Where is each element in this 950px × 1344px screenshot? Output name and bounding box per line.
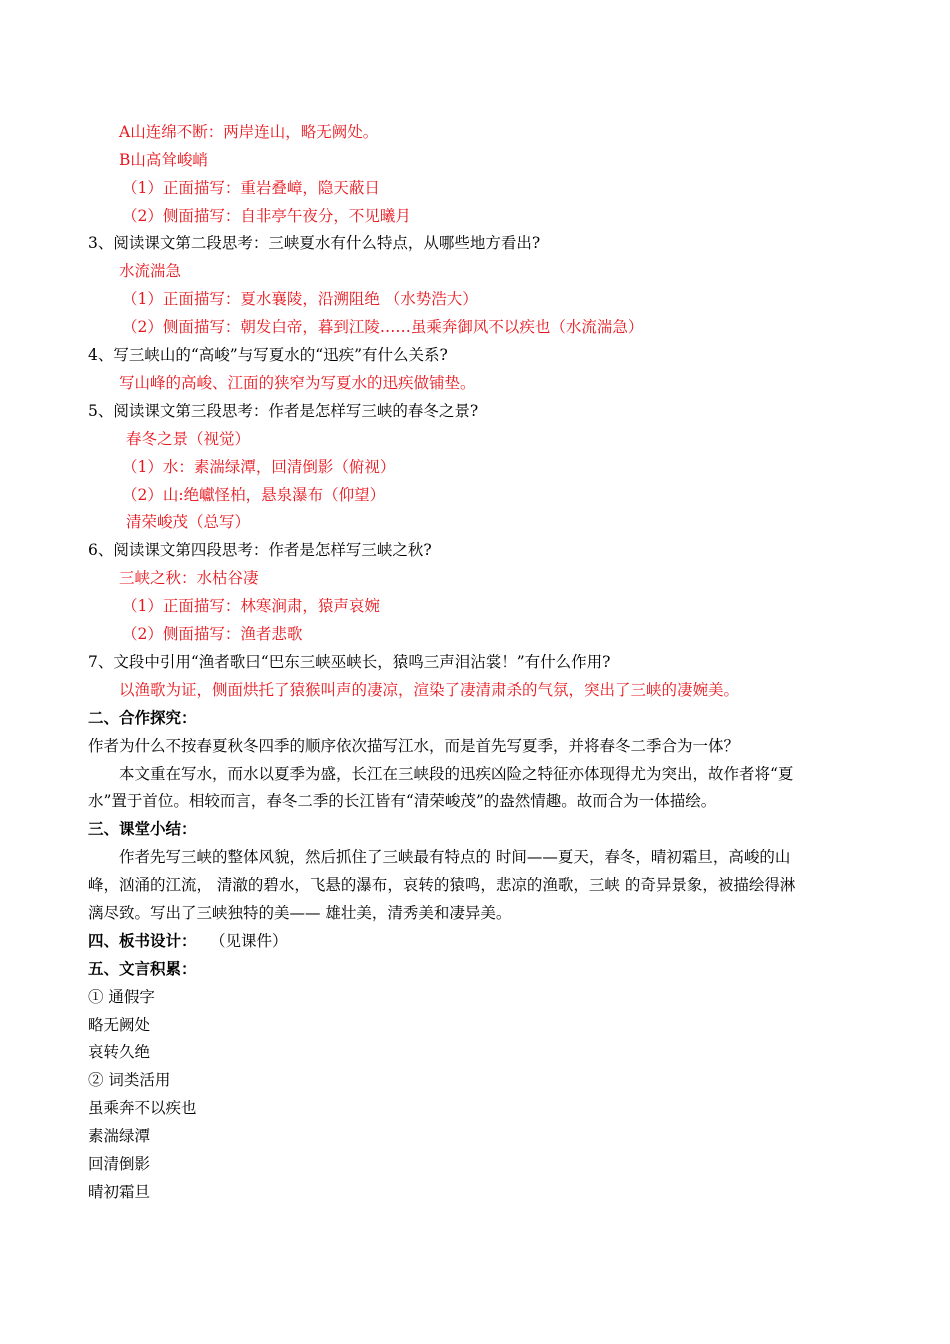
answer-line: （1）正面描写：夏水襄陵，沿溯阻绝 （水势浩大） — [122, 290, 478, 308]
answer-line: （2）侧面描写：朝发白帝，暮到江陵……虽乘奔御风不以疾也（水流湍急） — [122, 318, 644, 336]
answer-line: 写山峰的高峻、江面的狭窄为写夏水的迅疾做铺垫。 — [119, 374, 476, 392]
answer-line: B山高耸峻峭 — [119, 151, 208, 169]
question-6: 6、阅读课文第四段思考：作者是怎样写三峡之秋? — [88, 541, 432, 559]
paragraph-line: 作者先写三峡的整体风貌，然后抓住了三峡最有特点的 时间——夏天，春冬，晴初霜旦，高峻的山 — [119, 848, 791, 866]
paragraph-line: 本文重在写水，而水以夏季为盛，长江在三峡段的迅疾凶险之特征亦体现得尤为突出，故作者将“夏 — [119, 765, 794, 783]
section-heading: 五、文言积累： — [88, 959, 197, 978]
list-item: 略无阙处 — [88, 1016, 151, 1034]
list-item: 晴初霜旦 — [88, 1183, 151, 1201]
answer-line: （1）正面描写：林寒涧肃，猿声哀婉 — [122, 597, 380, 615]
question-7: 7、文段中引用“渔者歌曰“巴东三峡巫峡长，猿鸣三声泪沾裳！”有什么作用? — [88, 653, 611, 671]
section-heading: 三、课堂小结： — [88, 819, 197, 838]
list-item: 虽乘奔不以疾也 — [88, 1099, 197, 1117]
list-heading: ① 通假字 — [88, 988, 155, 1006]
answer-line: （2）侧面描写：自非亭午夜分，不见曦月 — [122, 207, 411, 225]
paragraph-line: 作者为什么不按春夏秋冬四季的顺序依次描写江水，而是首先写夏季，并将春冬二季合为一体？ — [88, 737, 740, 755]
section-heading: 四、板书设计： — [88, 931, 197, 950]
list-item: 哀转久绝 — [88, 1043, 151, 1061]
answer-line: （2）山:绝巘怪柏，悬泉瀑布（仰望） — [122, 486, 386, 504]
answer-line: （1）水：素湍绿潭，回清倒影（俯视） — [122, 458, 396, 476]
section-heading: 二、合作探究： — [88, 708, 197, 727]
paragraph-line: 漓尽致。写出了三峡独特的美—— 雄壮美，清秀美和凄异美。 — [88, 904, 512, 922]
answer-line: （1）正面描写：重岩叠嶂，隐天蔽日 — [122, 179, 380, 197]
question-5: 5、阅读课文第三段思考：作者是怎样写三峡的春冬之景? — [88, 402, 479, 420]
paragraph-line: 峰，汹涌的江流， 清澈的碧水，飞悬的瀑布，哀转的猿鸣，悲凉的渔歌，三峡 的奇异景象，被描绘得淋 — [88, 876, 796, 894]
question-3: 3、阅读课文第二段思考：三峡夏水有什么特点，从哪些地方看出? — [88, 234, 541, 252]
answer-line: A山连绵不断：两岸连山，略无阙处。 — [119, 123, 379, 141]
answer-line: 以渔歌为证，侧面烘托了猿猴叫声的凄凉，渲染了凄清肃杀的气氛，突出了三峡的凄婉美。 — [119, 681, 740, 699]
list-heading: ② 词类活用 — [88, 1071, 171, 1089]
answer-line: 水流湍急 — [119, 262, 182, 280]
answer-line: 清荣峻茂（总写） — [126, 513, 251, 531]
question-4: 4、写三峡山的“高峻”与写夏水的“迅疾”有什么关系? — [88, 346, 448, 364]
list-item: 回清倒影 — [88, 1155, 151, 1173]
answer-line: 春冬之景（视觉） — [126, 430, 251, 448]
board-note: （见课件） — [210, 932, 288, 950]
paragraph-line: 水”置于首位。相较而言，春冬二季的长江皆有“清荣峻茂”的盎然情趣。故而合为一体描绘。 — [88, 792, 717, 810]
list-item: 素湍绿潭 — [88, 1127, 151, 1145]
answer-line: 三峡之秋：水枯谷凄 — [119, 569, 259, 587]
answer-line: （2）侧面描写：渔者悲歌 — [122, 625, 303, 643]
